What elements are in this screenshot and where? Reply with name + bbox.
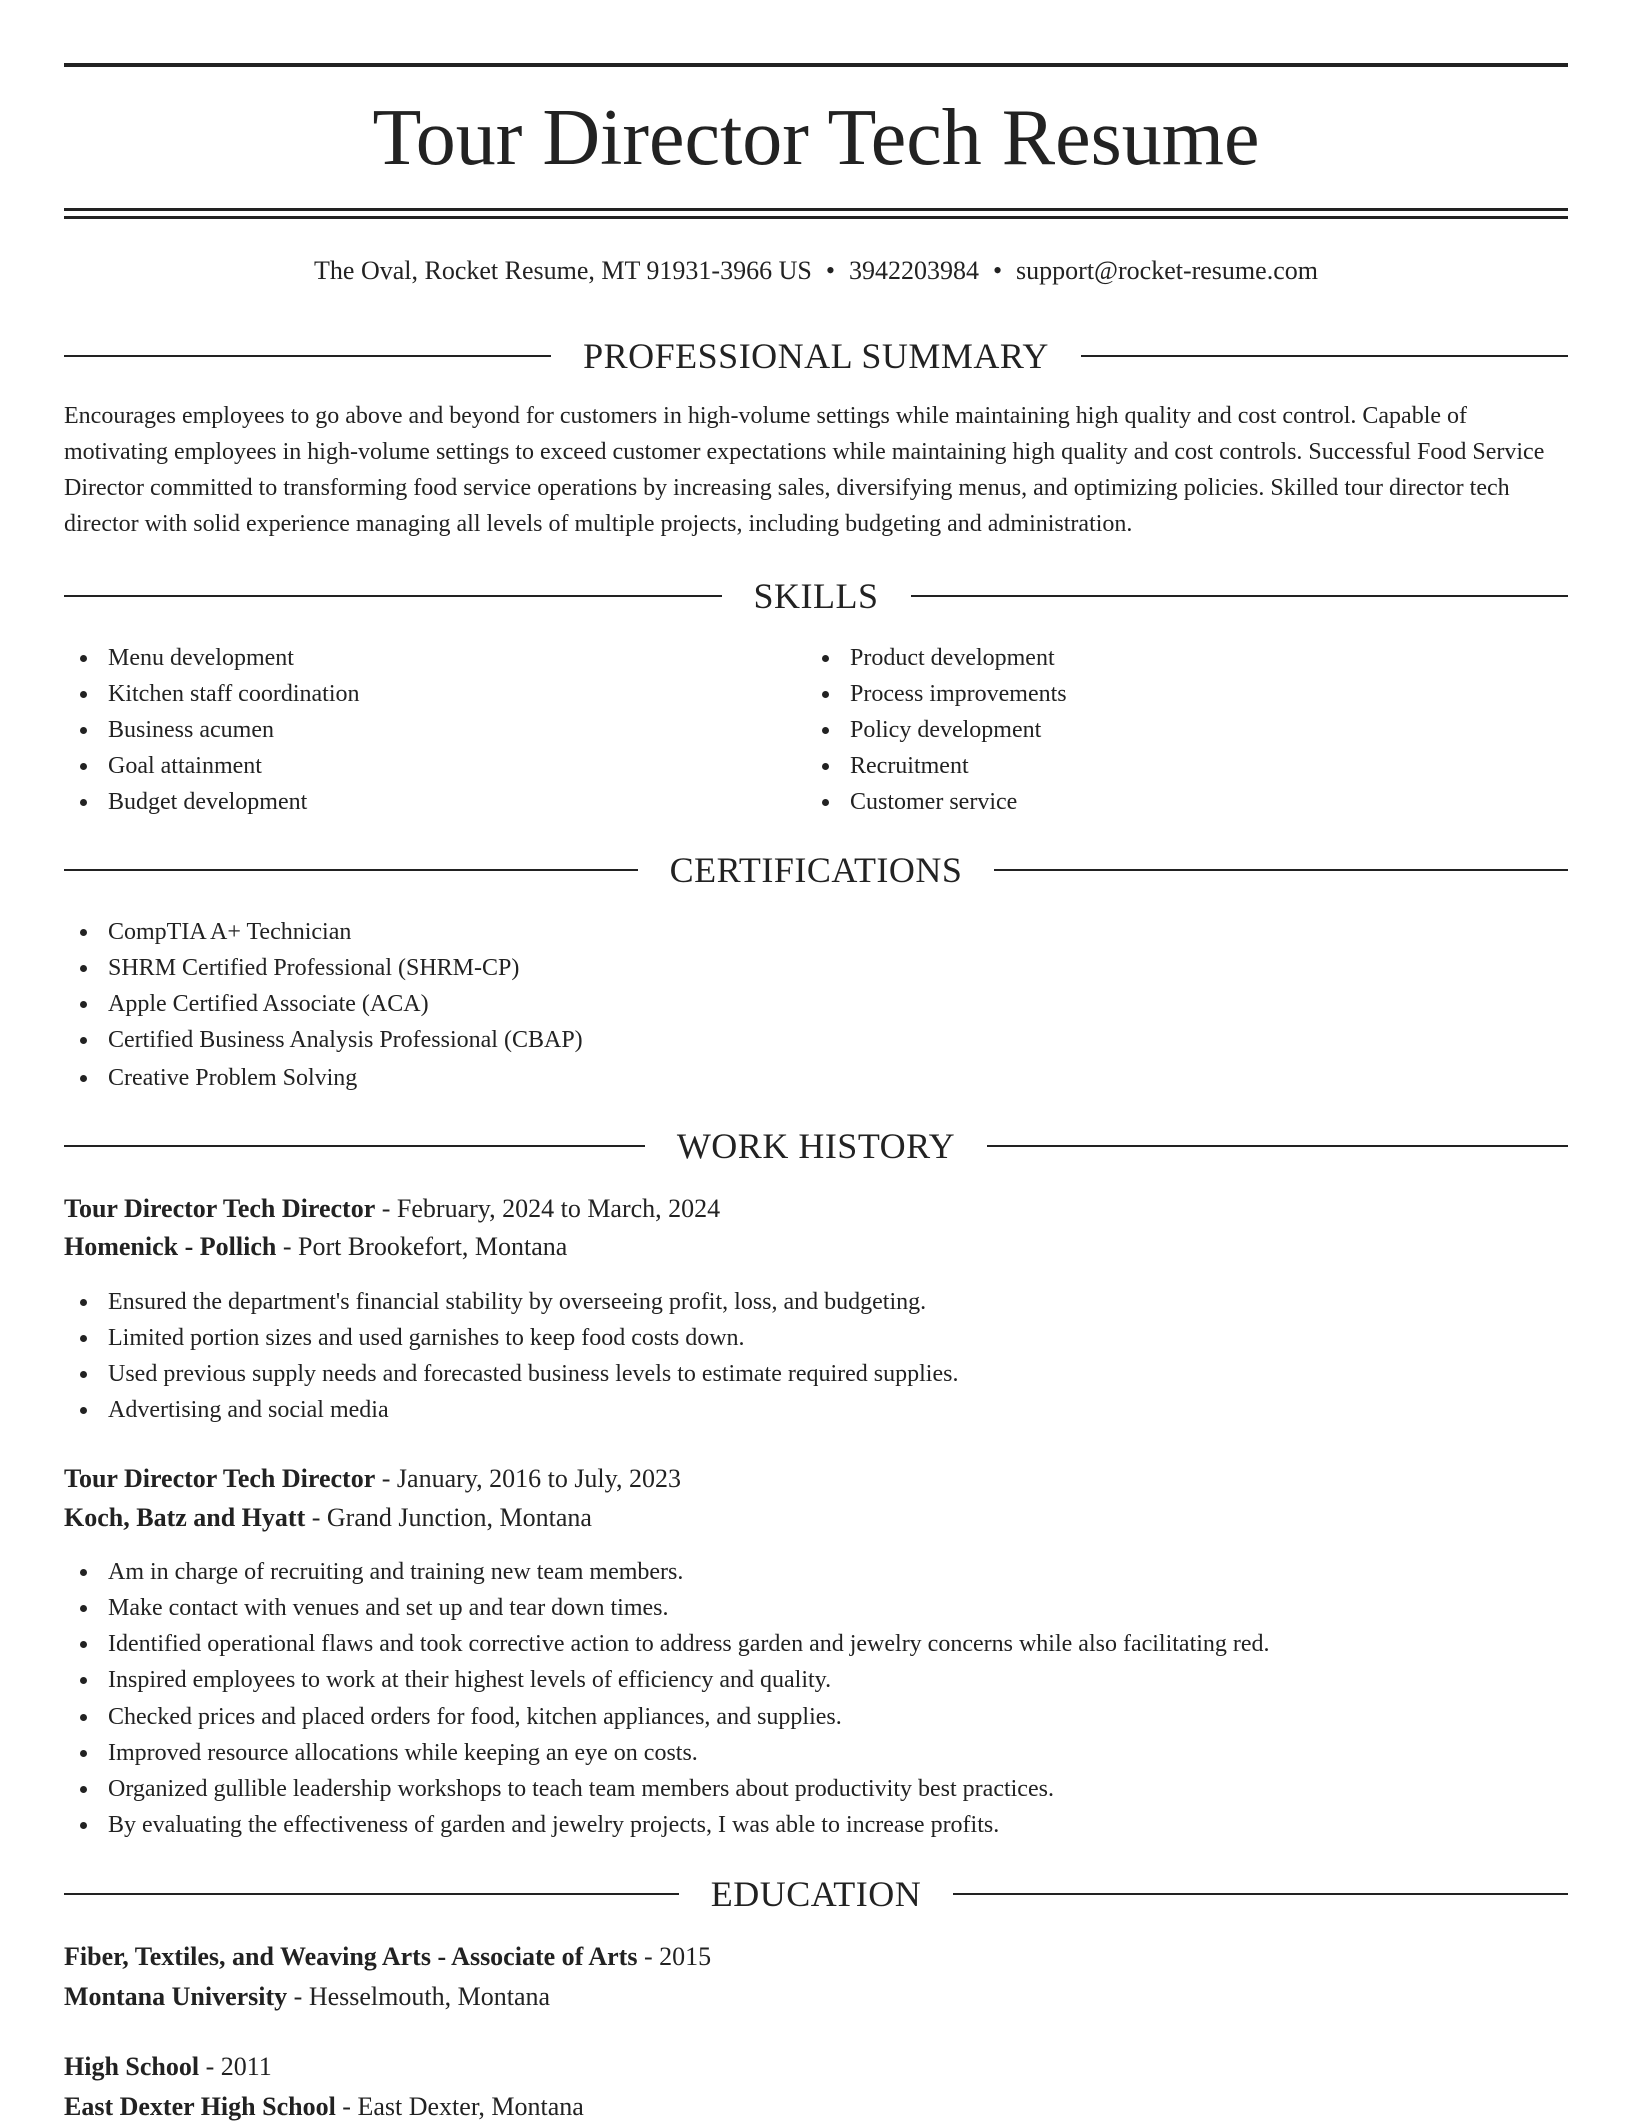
job-location: Grand Junction, Montana	[326, 1503, 592, 1532]
contact-separator: •	[825, 256, 835, 285]
job-company-line	[64, 1499, 1568, 1537]
certifications-list	[64, 914, 1568, 1096]
heading-rule	[953, 1893, 1568, 1895]
section-title: CERTIFICATIONS	[669, 850, 963, 890]
section-title: SKILLS	[753, 576, 879, 616]
top-rule	[64, 63, 1568, 67]
resume-title: Tour Director Tech Resume	[372, 94, 1260, 182]
education-location: East Dexter, Montana	[357, 2092, 584, 2121]
job-location: Port Brookefort, Montana	[298, 1232, 568, 1261]
list-item: Business acumen	[64, 712, 804, 748]
job-bullets	[64, 1554, 1568, 1843]
list-item: Improved resource allocations while keeping an eye on costs.	[64, 1735, 1568, 1771]
list-item: Goal attainment	[64, 748, 804, 784]
job-dates: February, 2024 to March, 2024	[396, 1194, 721, 1223]
education-degree: High School	[64, 2052, 200, 2081]
education-location: Hesselmouth, Montana	[308, 1982, 551, 2011]
education-school-line	[64, 1978, 1568, 2016]
dash: -	[311, 1503, 321, 1532]
list-item: CompTIA A+ Technician	[64, 914, 1568, 950]
dash: -	[342, 2092, 351, 2121]
dash: -	[293, 1982, 303, 2011]
skills-list-right	[806, 640, 1546, 820]
list-item: Product development	[806, 640, 1546, 676]
list-item: SHRM Certified Professional (SHRM-CP)	[64, 950, 1568, 986]
heading-rule	[64, 1145, 645, 1147]
job-title-line	[64, 1460, 1568, 1498]
list-item: Customer service	[806, 784, 1546, 820]
title-rule-upper	[64, 208, 1568, 211]
job-title-line	[64, 1190, 1568, 1228]
list-item: Inspired employees to work at their highest levels of efficiency and quality.	[64, 1662, 1568, 1698]
job-dates: January, 2016 to July, 2023	[396, 1464, 681, 1493]
section-title: PROFESSIONAL SUMMARY	[583, 336, 1049, 376]
heading-rule	[64, 355, 551, 357]
summary-text: Encourages employees to go above and beyond for customers in high-volume settings while maintaining high quality and cost control. Capable of motivating employees in high-volume settings to exceed customer expectations while maintaining high quality and cost controls. Successful Food Service Director committed to transforming food service operations by increasing sales, diversifying menus, and optimizing policies. Skilled tour director tech director with solid experience managing all levels of multiple projects, including budgeting and administration.	[64, 403, 1545, 537]
title-rule-lower	[64, 216, 1568, 219]
heading-rule	[64, 869, 638, 871]
list-item: Kitchen staff coordination	[64, 676, 804, 712]
education-degree: Fiber, Textiles, and Weaving Arts - Associate of Arts	[64, 1942, 638, 1971]
job-company: Homenick - Pollich	[64, 1232, 277, 1261]
list-item: Creative Problem Solving	[64, 1060, 1568, 1096]
list-item: Used previous supply needs and forecasted business levels to estimate required supplies.	[64, 1356, 1568, 1392]
list-item: Certified Business Analysis Professional (CBAP)	[64, 1022, 1568, 1058]
job-company-line	[64, 1228, 1568, 1266]
list-item: Checked prices and placed orders for food, kitchen appliances, and supplies.	[64, 1699, 1568, 1735]
list-item: By evaluating the effectiveness of garden and jewelry projects, I was able to increase profits.	[64, 1807, 1568, 1843]
list-item: Limited portion sizes and used garnishes to keep food costs down.	[64, 1320, 1568, 1356]
list-item: Am in charge of recruiting and training new team members.	[64, 1554, 1568, 1590]
section-title: WORK HISTORY	[676, 1126, 956, 1166]
section-heading-summary	[64, 334, 1568, 378]
section-heading-work-history	[64, 1124, 1568, 1168]
section-title: EDUCATION	[710, 1874, 922, 1914]
education-year: 2011	[220, 2052, 272, 2081]
job-bullets	[64, 1284, 1568, 1428]
dash: -	[643, 1942, 653, 1971]
education-degree-line	[64, 1938, 1568, 1976]
heading-rule	[987, 1145, 1568, 1147]
job-title: Tour Director Tech Director	[64, 1194, 376, 1223]
dash: -	[205, 2052, 215, 2081]
list-item: Ensured the department's financial stability by overseeing profit, loss, and budgeting.	[64, 1284, 1568, 1320]
education-year: 2015	[659, 1942, 712, 1971]
list-item: Advertising and social media	[64, 1392, 1568, 1428]
dash: -	[381, 1194, 391, 1223]
heading-rule	[1081, 355, 1568, 357]
education-degree-line	[64, 2048, 1568, 2086]
job-company: Koch, Batz and Hyatt	[64, 1503, 306, 1532]
contact-line	[64, 253, 1568, 289]
education-school: Montana University	[64, 1982, 288, 2011]
list-item: Recruitment	[806, 748, 1546, 784]
heading-rule	[64, 1893, 679, 1895]
list-item: Apple Certified Associate (ACA)	[64, 986, 1568, 1022]
section-heading-skills	[64, 574, 1568, 618]
dash: -	[282, 1232, 292, 1261]
list-item: Process improvements	[806, 676, 1546, 712]
education-school: East Dexter High School	[64, 2092, 336, 2121]
contact-phone: 3942203984	[848, 256, 979, 285]
list-item: Identified operational flaws and took corrective action to address garden and jewelry concerns while also facilitating red.	[64, 1626, 1568, 1662]
section-heading-certifications	[64, 848, 1568, 892]
job-title: Tour Director Tech Director	[64, 1464, 376, 1493]
skills-list-left	[64, 640, 804, 820]
heading-rule	[64, 595, 722, 597]
list-item: Make contact with venues and set up and tear down times.	[64, 1590, 1568, 1626]
heading-rule	[911, 595, 1569, 597]
heading-rule	[994, 869, 1568, 871]
contact-separator: •	[992, 256, 1003, 285]
dash: -	[381, 1464, 391, 1493]
list-item: Organized gullible leadership workshops to teach team members about productivity best practices.	[64, 1771, 1568, 1807]
contact-email[interactable]: support@rocket-resume.com	[1016, 256, 1318, 285]
list-item: Budget development	[64, 784, 804, 820]
list-item: Menu development	[64, 640, 804, 676]
section-heading-education	[64, 1872, 1568, 1916]
contact-address: The Oval, Rocket Resume, MT 91931-3966 US	[314, 256, 812, 285]
education-school-line	[64, 2088, 1568, 2126]
list-item: Policy development	[806, 712, 1546, 748]
